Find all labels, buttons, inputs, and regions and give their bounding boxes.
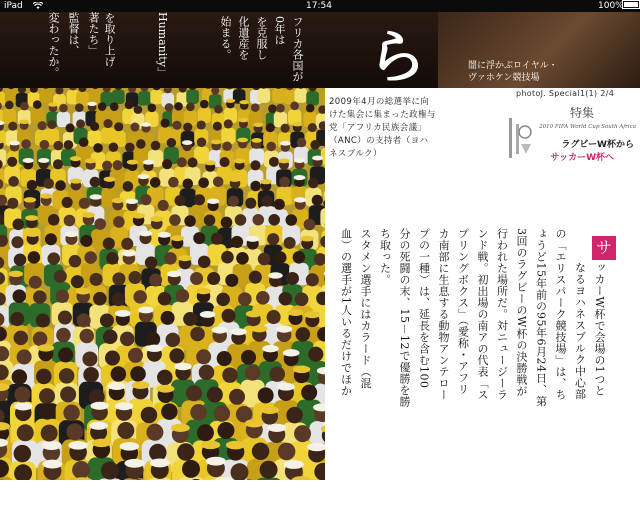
- article-column: なるヨハネスブルク中心部: [571, 262, 590, 514]
- banner-text-column: 0年は: [272, 16, 286, 45]
- banner-text-column: 始まる。: [218, 16, 232, 60]
- banner-caption: 闇に浮かぶロイヤル・ ヴァホケン競技場: [468, 60, 558, 84]
- article-column: プの一種）は、延長を含む100: [415, 228, 434, 480]
- magazine-header-banner: [0, 12, 640, 88]
- article-column: ンド戦。初出場の南アの代表「ス: [473, 228, 492, 480]
- banner-text-column: 著たち」: [86, 12, 100, 56]
- article-column: 3回のラグビーのW杯の決勝戦が: [512, 228, 531, 480]
- article-column: スタメン選手にはカラード（混: [356, 228, 375, 480]
- headline-line1: ラグビーW杯から: [561, 137, 634, 150]
- section-subtitle: 2010 FIFA World Cup South Africa: [536, 124, 636, 130]
- photo-caption: 2009年4月の総選挙に向けた集会に集まった政権与党「アフリカ民族会議」（ANC）の支持者（ヨハネスブルク）: [329, 96, 437, 161]
- article-column: プリングボクス」（愛称・アフリ: [454, 228, 473, 480]
- headline-line2: サッカーW杯へ: [550, 150, 614, 163]
- article-column: ッカーW杯で会場の1つと: [590, 262, 609, 514]
- status-bar: [0, 0, 640, 12]
- banner-text-column: 化遺産を: [236, 16, 250, 60]
- drop-cap: サ: [592, 236, 616, 260]
- article-column: の「エリスパーク競技場」は、ち: [551, 228, 570, 480]
- article-column: 行われた場所だ。対ニュージーラ: [493, 228, 512, 480]
- section-graphic: [507, 118, 533, 158]
- article-column: ち取った。: [376, 228, 395, 480]
- article-column: 分の死闘の末、15－12で優勝を勝: [395, 228, 414, 480]
- section-title: 特集: [570, 104, 594, 121]
- page-indicator: photoJ. Special1(1) 2/4: [516, 89, 614, 98]
- device-name: iPad: [4, 0, 23, 12]
- banner-text-column: Humanity」: [155, 12, 169, 78]
- banner-text-column: 変わったか。: [46, 12, 60, 78]
- special-feature-header: [536, 104, 636, 166]
- banner-text-column: を取り上げ: [102, 12, 116, 67]
- banner-text-column: を克服し: [254, 16, 268, 60]
- banner-text-column: フリカ各国が: [290, 16, 304, 82]
- crowd-photo: [0, 88, 325, 480]
- article-column: カ南部に生息する動物アンテロー: [434, 228, 453, 480]
- battery-percent: 100%: [598, 0, 624, 12]
- article-column: 血）の選手が1人いるだけでほか: [337, 228, 356, 480]
- wifi-icon: [30, 0, 43, 12]
- article-column: ょうど15年前の95年6月24日、第: [532, 228, 551, 480]
- banner-text-column: 監督は、: [66, 12, 80, 56]
- status-time: 17:54: [306, 0, 332, 12]
- banner-title-glyph: ら: [368, 12, 426, 88]
